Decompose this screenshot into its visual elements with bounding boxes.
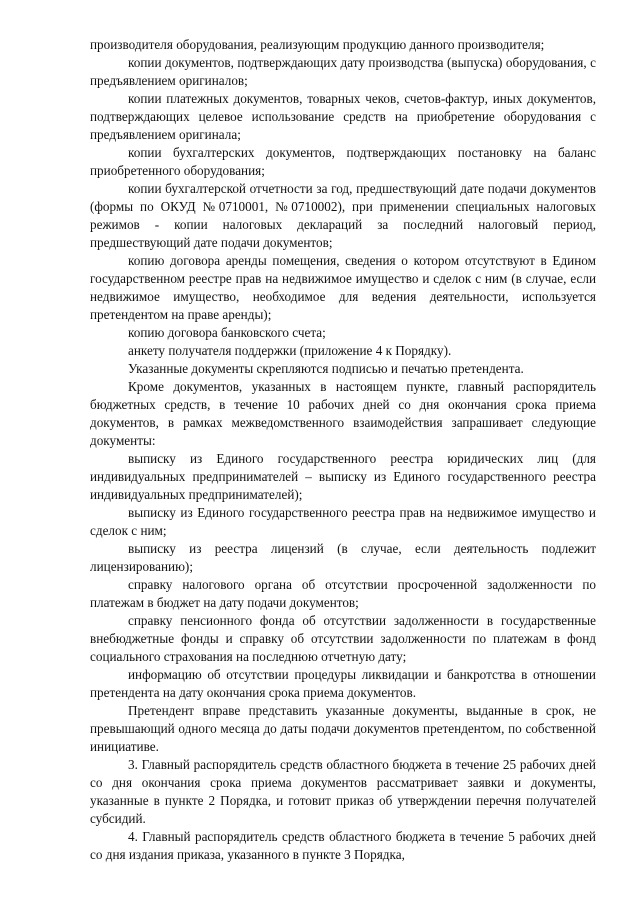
paragraph: Указанные документы скрепляются подписью и печатью претендента. (128, 361, 524, 376)
paragraph: выписку из реестра лицензий (в случае, если деятельность подлежит лицензированию); (90, 541, 596, 574)
paragraph: копии бухгалтерской отчетности за год, предшествующий дате подачи документов (формы по ОКУД №0710001, №0710002), при применении специальных налоговых режимов - копии налоговых деклараций за последний налоговый период, предшествующий дате подачи документов; (90, 181, 596, 250)
paragraph: 3. Главный распорядитель средств областного бюджета в течение 25 рабочих дней со дня окончания срока приема документов рассматривает заявки и документы, указанные в пункте 2 Порядка, и готовит приказ об утверждении перечня получателей субсидий. (90, 757, 596, 826)
paragraph: выписку из Единого государственного реестра прав на недвижимое имущество и сделок с ним; (90, 505, 596, 538)
paragraph: анкету получателя поддержки (приложение 4 к Порядку). (128, 343, 452, 358)
paragraph: Кроме документов, указанных в настоящем пункте, главный распорядитель бюджетных средств, в течение 10 рабочих дней со дня окончания срока приема документов, в рамках межведомственного взаимодействия запрашивает следующие документы: (90, 379, 596, 448)
paragraph: производителя оборудования, реализующим продукцию данного производителя; (90, 37, 545, 52)
paragraph: выписку из Единого государственного реестра юридических лиц (для индивидуальных предпринимателей – выписку из Единого государственного реестра индивидуальных предпринимателей); (90, 451, 596, 502)
paragraph: справку пенсионного фонда об отсутствии задолженности в государственные внебюджетные фонды и справку об отсутствии задолженности по платежам в фонд социального страхования на последнюю отчетную дату; (90, 613, 596, 664)
paragraph: 4. Главный распорядитель средств областного бюджета в течение 5 рабочих дней со дня издания приказа, указанного в пункте 3 Порядка, (90, 829, 596, 862)
document-page (90, 36, 596, 864)
paragraph: копию договора аренды помещения, сведения о котором отсутствуют в Едином государственном реестре прав на недвижимое имущество и сделок с ним (в случае, если недвижимое имущество, необходимое для ведения деятельности, используется претендентом на праве аренды); (90, 253, 596, 322)
paragraph: копии платежных документов, товарных чеков, счетов-фактур, иных документов, подтверждающих целевое использование средств на приобретение оборудования с предъявлением оригинала; (90, 91, 596, 142)
paragraph: копии документов, подтверждающих дату производства (выпуска) оборудования, с предъявлением оригиналов; (90, 55, 596, 88)
paragraph: информацию об отсутствии процедуры ликвидации и банкротства в отношении претендента на дату окончания срока приема документов. (90, 667, 596, 700)
paragraph: справку налогового органа об отсутствии просроченной задолженности по платежам в бюджет на дату подачи документов; (90, 577, 596, 610)
paragraph: копии бухгалтерских документов, подтверждающих постановку на баланс приобретенного оборудования; (90, 145, 596, 178)
paragraph: копию договора банковского счета; (128, 325, 326, 340)
paragraph: Претендент вправе представить указанные документы, выданные в срок, не превышающий одного месяца до даты подачи документов претендентом, по собственной инициативе. (90, 703, 596, 754)
